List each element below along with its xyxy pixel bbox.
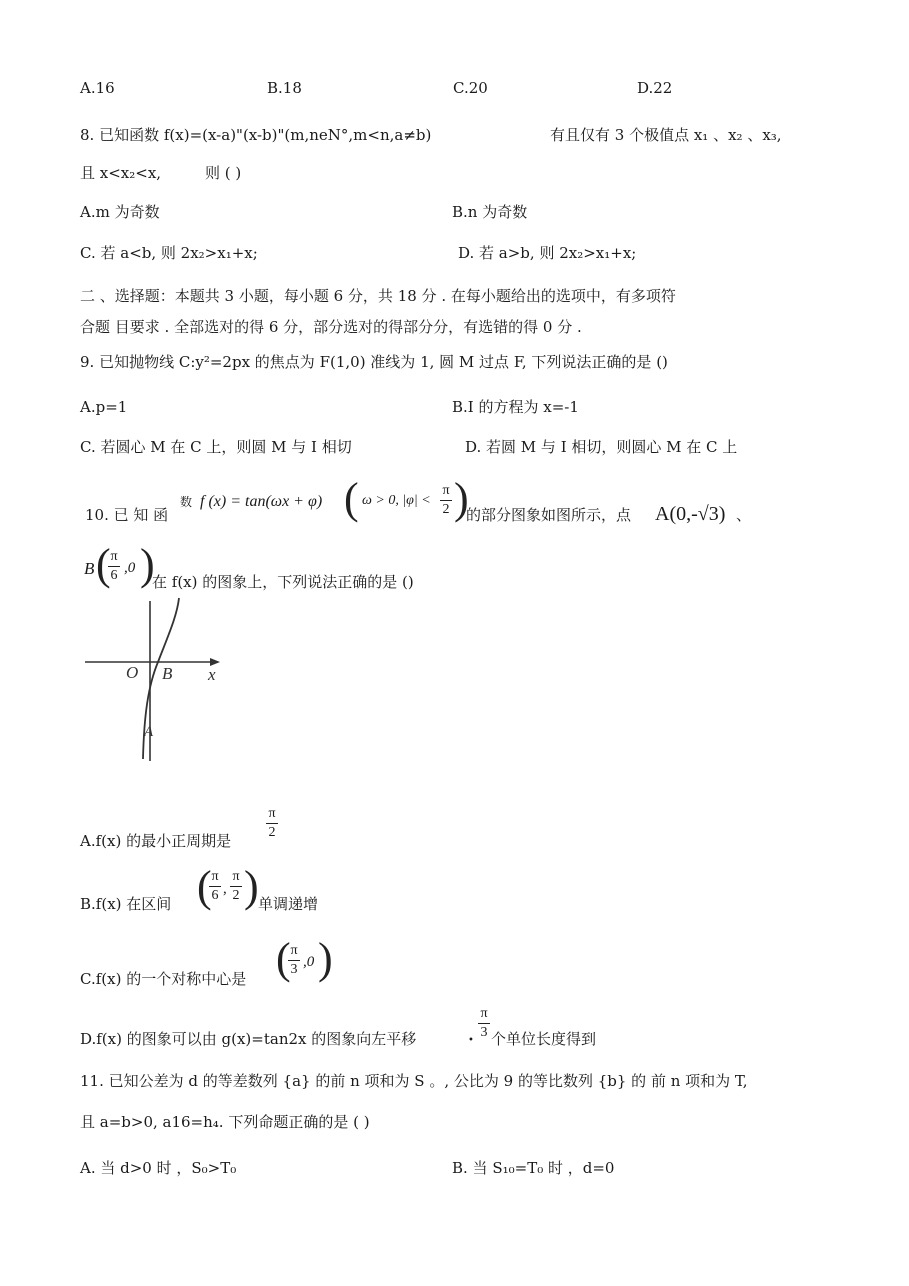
q7-option-a: A.16: [80, 79, 115, 97]
frac-denominator: 2: [232, 888, 240, 903]
frac-numerator: π: [480, 1006, 488, 1021]
frac-numerator: π: [211, 869, 219, 884]
q10-option-b-end: 单调递增: [258, 895, 319, 913]
q8-stem-right: 有且仅有 3 个极值点 x₁ 、x₂ 、x₃,: [550, 126, 782, 144]
q10-pi-over-2: [440, 484, 452, 517]
q8-option-a: A.m 为奇数: [80, 203, 160, 221]
q10-option-b: B.f(x) 在区间: [80, 895, 172, 913]
q11-option-a: A. 当 d>0 时 ，S₀>T₀: [80, 1159, 237, 1177]
q9-stem: 9. 已知抛物线 C:y²=2px 的焦点为 F(1,0) 准线为 1, 圆 M 过点 F, 下列说法正确的是 (): [80, 353, 668, 371]
q7-option-b: B.18: [267, 79, 302, 97]
q10-point-a: A(0,-√3): [655, 503, 726, 525]
q10-option-b-fraction-2: [230, 870, 242, 903]
q10-condition: ω > 0, |φ| <: [362, 493, 431, 508]
q8-stem: 8. 已知函数 f(x)=(x-a)"(x-b)"(m,neN°,m<n,a≠b): [80, 126, 432, 144]
x-axis-label: x: [208, 665, 216, 684]
frac-numerator: π: [232, 869, 240, 884]
section2-line2: 合题 目要求 . 全部选对的得 6 分，部分选对的得部分分，有选错的得 0 分 .: [80, 318, 582, 336]
origin-label: O: [126, 663, 139, 682]
q10-option-a-fraction: [266, 807, 278, 840]
q10-option-c-paren-left: (: [276, 934, 291, 983]
q10-tan-graph: [80, 596, 230, 766]
q10-point-b-zero: ,0: [124, 560, 136, 576]
q10-point-b-paren-left: (: [96, 540, 111, 589]
q10-option-b-paren-right: ): [244, 862, 259, 911]
q11-condition: 且 a=b>0, a16=h₄. 下列命题正确的是 ( ): [80, 1113, 370, 1131]
q10-option-c: C.f(x) 的一个对称中心是: [80, 970, 247, 988]
q11-option-b: B. 当 S₁₀=T₀ 时 ，d=0: [452, 1159, 615, 1177]
q8-condition: 且 x<x₂<x,: [80, 164, 162, 182]
q10-option-c-zero: ,0: [303, 954, 315, 970]
q7-option-d: D.22: [637, 79, 673, 97]
frac-denominator: 2: [442, 502, 450, 517]
frac-numerator: π: [442, 483, 450, 498]
q10-formula: f (x) = tan(ωx + φ): [200, 493, 323, 510]
q10-paren-right: ): [454, 474, 469, 523]
q10-option-c-paren-right: ): [318, 934, 333, 983]
q8-option-b: B.n 为奇数: [452, 203, 528, 221]
point-b-graph-label: B: [162, 664, 173, 683]
q10-option-d-end: 个单位长度得到: [491, 1030, 597, 1048]
q10-formula-prefix: 数: [180, 495, 193, 509]
q10-separator: 、: [736, 506, 752, 524]
q9-option-c: C. 若圆心 M 在 C 上，则圆 M 与 I 相切: [80, 438, 352, 456]
frac-denominator: 3: [480, 1025, 488, 1040]
q10-option-b-comma: ,: [223, 881, 227, 897]
frac-numerator: π: [110, 549, 118, 564]
q8-then: 则 ( ): [205, 164, 242, 182]
q9-option-b: B.I 的方程为 x=-1: [452, 398, 579, 416]
q10-point-b-paren-right: ): [140, 540, 155, 589]
q11-stem: 11. 已知公差为 d 的等差数列 {a} 的前 n 项和为 S 。, 公比为 9 的等比数列 {b} 的 前 n 项和为 T,: [80, 1072, 748, 1090]
q10-option-d-fraction: [478, 1007, 490, 1040]
q8-option-d: D. 若 a>b, 则 2x₂>x₁+x;: [458, 244, 637, 262]
q7-option-c: C.20: [453, 79, 488, 97]
q9-option-a: A.p=1: [80, 398, 128, 416]
q10-point-b-label: B: [84, 559, 95, 578]
point-a-graph-label: A: [144, 724, 154, 740]
q10-line2: 在 f(x) 的图象上，下列说法正确的是 (): [152, 573, 414, 591]
frac-numerator: π: [268, 806, 276, 821]
q10-option-a: A.f(x) 的最小正周期是: [80, 832, 232, 850]
q10-option-c-fraction: [288, 944, 300, 977]
q10-option-b-fraction-1: [209, 870, 221, 903]
frac-denominator: 6: [211, 888, 219, 903]
section2-line1: 二 、选择题：本题共 3 小题，每小题 6 分，共 18 分 . 在每小题给出的选项中，有多项符: [80, 287, 676, 305]
q10-paren-left: (: [344, 474, 359, 523]
q10-option-b-paren-left: (: [197, 862, 212, 911]
q10-option-d: D.f(x) 的图象可以由 g(x)=tan2x 的图象向左平移: [80, 1030, 417, 1048]
frac-numerator: π: [290, 943, 298, 958]
q10-option-d-dot: •: [468, 1035, 474, 1046]
q10-pi-over-6: [108, 550, 120, 583]
frac-denominator: 3: [290, 962, 298, 977]
q8-option-c: C. 若 a<b, 则 2x₂>x₁+x;: [80, 244, 258, 262]
q10-suffix: 的部分图象如图所示，点: [466, 506, 632, 524]
frac-denominator: 2: [268, 825, 276, 840]
frac-denominator: 6: [110, 568, 118, 583]
q9-option-d: D. 若圆 M 与 I 相切，则圆心 M 在 C 上: [465, 438, 738, 456]
q10-prefix: 10. 已 知 函: [85, 506, 169, 524]
